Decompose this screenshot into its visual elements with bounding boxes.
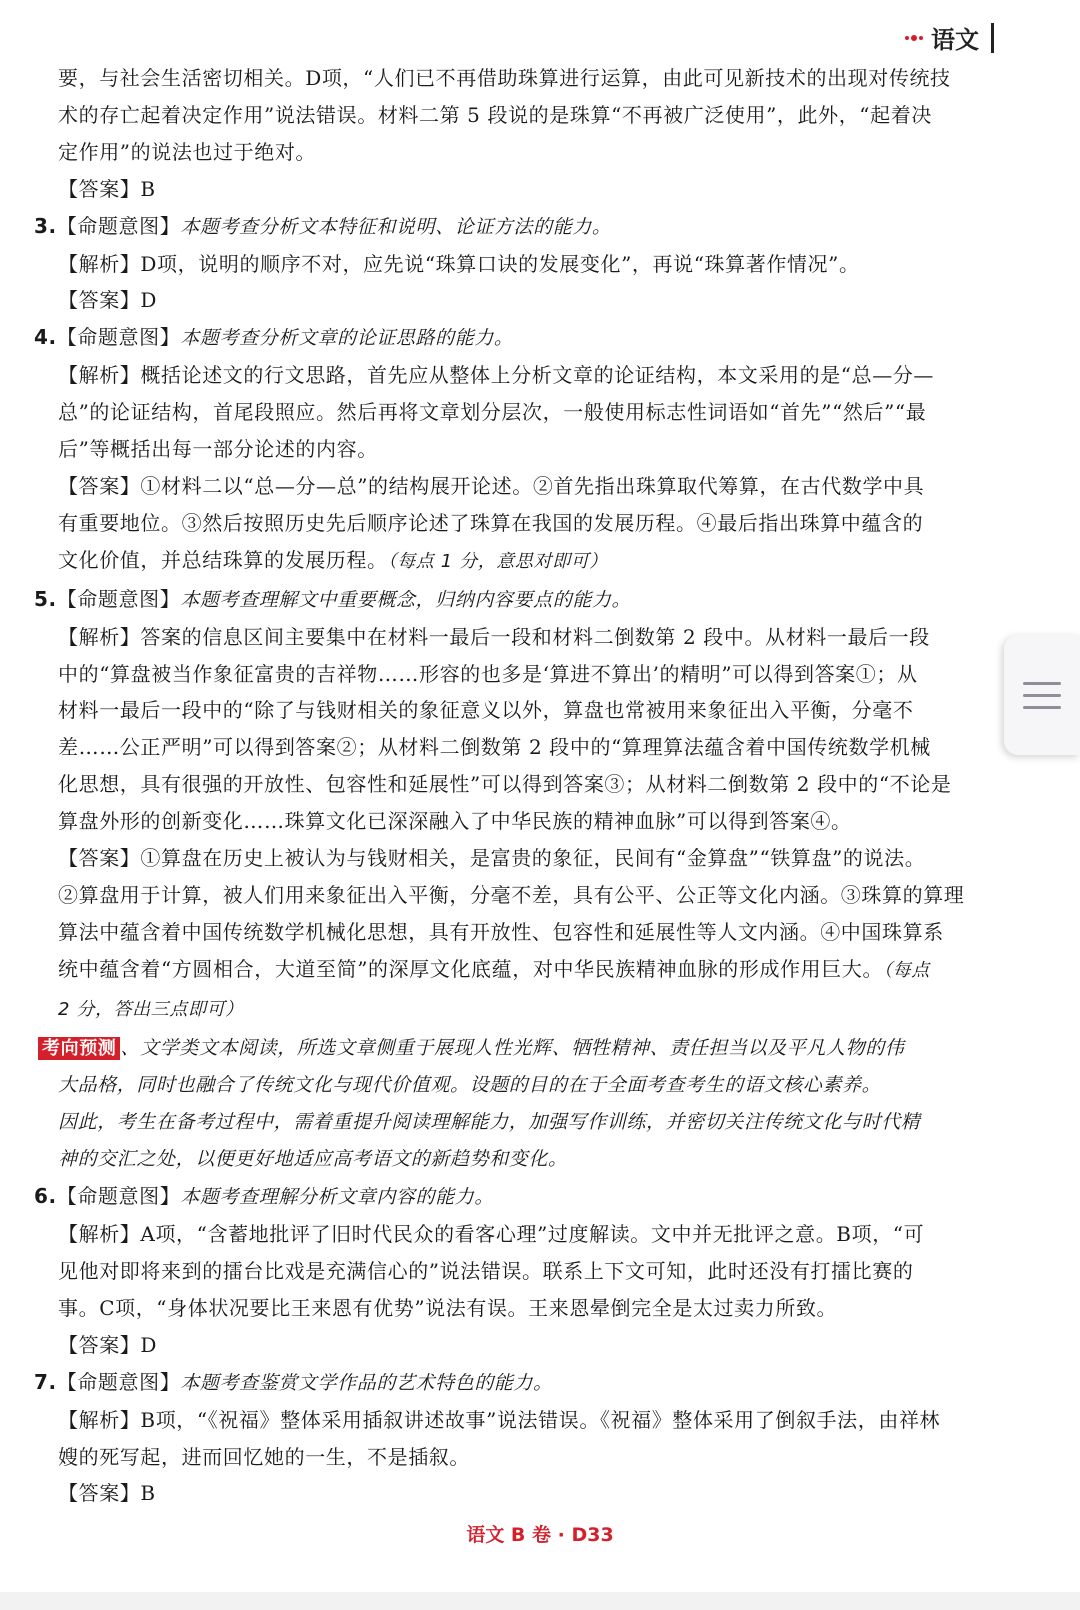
intent-text: 本题考查分析文章的论证思路的能力。: [180, 327, 514, 350]
analysis-text: A项，“含蓄地批评了旧时代民众的看客心理”过度解读。文中并无批评之意。B项，“可: [140, 1222, 925, 1247]
answer-label: 【答案】: [58, 1481, 141, 1506]
answer-label: 【答案】: [58, 176, 141, 201]
analysis-text: B项，“《祝福》整体采用插叙讲述故事”说法错误。《祝福》整体采用了倒叙手法，由祥林: [140, 1407, 941, 1432]
text-line: [34, 951, 999, 990]
answer-text: 统中蕴含着“方圆相合，大道至简”的深厚文化底蕴，对中华民族精神血脉的形成作用巨大。: [58, 956, 884, 981]
answer-value: B: [140, 176, 156, 201]
text-line: 材料一最后一段中的“除了与钱财相关的象征意义以外，算盘也常被用来象征出入平衡，分毫不: [58, 698, 914, 723]
text-line: 总”的论证结构，首尾段照应。然后再将文章划分层次，一般使用标志性词语如“首先”“然后”“最: [58, 400, 927, 425]
text-line: ②算盘用于计算，被人们用来象征出入平衡，分毫不差，具有公平、公正等文化内涵。③珠算的算理: [58, 882, 965, 907]
intent-label: 【命题意图】: [56, 586, 181, 611]
question-4-analysis: [34, 357, 999, 394]
forecast-section: [34, 1029, 999, 1068]
question-5-analysis: [34, 619, 999, 656]
text-line: 后”等概括出每一部分论述的内容。: [58, 437, 378, 462]
answer-value: B: [140, 1481, 156, 1506]
answer-value: D: [140, 1332, 158, 1357]
question-number: 7.: [34, 1369, 57, 1394]
intent-text: 本题考查理解文中重要概念，归纳内容要点的能力。: [180, 588, 632, 611]
logo-dots-icon: [905, 35, 923, 41]
answer-text: ①材料二以“总—分—总”的结构展开论述。②首先指出珠算取代筹算，在古代数学中具: [140, 473, 925, 498]
scoring-note: 2 分，答出三点即可）: [58, 998, 244, 1020]
answer-label: 【答案】: [58, 846, 141, 871]
analysis-label: 【解析】: [58, 624, 141, 649]
intent-label: 【命题意图】: [56, 1184, 181, 1209]
answer-content: [34, 60, 999, 1512]
forecast-badge: 考向预测: [38, 1037, 120, 1060]
text-line: [34, 542, 999, 581]
answer-line: [34, 171, 999, 208]
intent-label: 【命题意图】: [56, 213, 181, 238]
question-3-intent: [34, 208, 999, 246]
intent-label: 【命题意图】: [56, 325, 181, 350]
header-divider: [991, 23, 994, 53]
forecast-text: 因此，考生在备考过程中，需着重提升阅读理解能力，加强写作训练，并密切关注传统文化与时代精: [58, 1111, 921, 1134]
question-3-answer: [34, 282, 999, 319]
hamburger-menu-icon[interactable]: [1004, 635, 1080, 755]
text-line: 术的存亡起着决定作用”说法错误。材料二第 5 段说的是珠算“不再被广泛使用”，此外，“起着决: [58, 102, 932, 127]
question-number: 3.: [34, 213, 57, 238]
question-number: 5.: [34, 586, 57, 611]
text-line: 有重要地位。③然后按照历史先后顺序论述了珠算在我国的发展历程。④最后指出珠算中蕴含的: [58, 510, 924, 535]
intent-text: 本题考查鉴赏文学作品的艺术特色的能力。: [180, 1371, 553, 1394]
question-7-answer: [34, 1475, 999, 1512]
text-line: 差……公正严明”可以得到答案②；从材料二倒数第 2 段中的“算理算法蕴含着中国传统数学机械: [58, 735, 931, 760]
analysis-label: 【解析】: [58, 1407, 141, 1432]
question-4-answer: [34, 468, 999, 505]
forecast-text: 、文学类文本阅读，所选文章侧重于展现人性光辉、牺牲精神、责任担当以及平凡人物的伟: [120, 1036, 905, 1059]
question-6-answer: [34, 1327, 999, 1364]
answer-value: D: [140, 288, 158, 313]
question-5-intent: [34, 581, 999, 619]
answer-label: 【答案】: [58, 1332, 141, 1357]
answer-label: 【答案】: [58, 473, 141, 498]
analysis-text: 概括论述文的行文思路，首先应从整体上分析文章的论证结构，本文采用的是“总—分—: [140, 363, 935, 388]
analysis-label: 【解析】: [58, 251, 141, 276]
text-line: 要，与社会生活密切相关。D项，“人们已不再借助珠算进行运算，由此可见新技术的出现对传统技: [58, 66, 951, 90]
text-line: 定作用”的说法也过于绝对。: [58, 139, 317, 164]
text-line: 算盘外形的创新变化……珠算文化已深深融入了中华民族的精神血脉”可以得到答案④。: [58, 809, 852, 834]
question-7-intent: [34, 1364, 999, 1402]
forecast-text: 神的交汇之处，以便更好地适应高考语文的新趋势和变化。: [58, 1148, 568, 1171]
text-line: [34, 990, 999, 1029]
intent-label: 【命题意图】: [56, 1369, 181, 1394]
question-4-intent: [34, 319, 999, 357]
answer-label: 【答案】: [58, 288, 141, 313]
analysis-label: 【解析】: [58, 1222, 141, 1247]
question-6-analysis: [34, 1216, 999, 1253]
text-line: 中的“算盘被当作象征富贵的吉祥物……形容的也多是‘算进不算出’的精明”可以得到答案①；从: [58, 661, 918, 686]
analysis-text: D项，说明的顺序不对，应先说“珠算口诀的发展变化”，再说“珠算著作情况”。: [140, 251, 860, 276]
page-footer: 语文 B 卷 · D33: [466, 1524, 614, 1546]
text-line: 嫂的死写起，进而回忆她的一生，不是插叙。: [58, 1444, 470, 1469]
question-number: 4.: [34, 325, 57, 350]
scoring-note: （每点 1 分，意思对即可）: [387, 550, 608, 572]
analysis-text: 答案的信息区间主要集中在材料一最后一段和材料二倒数第 2 段中。从材料一最后一段: [140, 624, 930, 649]
intent-text: 本题考查理解分析文章内容的能力。: [180, 1186, 494, 1209]
text-line: 事。C项，“身体状况要比王来恩有优势”说法有误。王来恩晕倒完全是太过卖力所致。: [58, 1295, 838, 1320]
question-5-answer: [34, 840, 999, 877]
page-bottom-edge: [0, 1592, 1080, 1610]
question-3-analysis: [34, 246, 999, 283]
question-number: 6.: [34, 1184, 57, 1209]
text-line: 见他对即将来到的擂台比戏是充满信心的”说法错误。联系上下文可知，此时还没有打擂比赛的: [58, 1259, 914, 1283]
analysis-label: 【解析】: [58, 363, 141, 388]
question-7-analysis: [34, 1402, 999, 1439]
answer-text: 文化价值，并总结珠算的发展历程。: [58, 547, 388, 572]
scoring-note: （每点: [883, 959, 930, 981]
question-6-intent: [34, 1178, 999, 1216]
answer-text: ①算盘在历史上被认为与钱财相关，是富贵的象征，民间有“金算盘”“铁算盘”的说法。: [140, 846, 926, 871]
intent-text: 本题考查分析文本特征和说明、论证方法的能力。: [180, 215, 612, 238]
forecast-text: 大品格，同时也融合了传统文化与现代价值观。设题的目的在于全面考查考生的语文核心素养。: [58, 1074, 882, 1097]
page-header: [905, 20, 994, 55]
text-line: 算法中蕴含着中国传统数学机械化思想，具有开放性、包容性和延展性等人文内涵。④中国珠算系: [58, 919, 944, 944]
subject-title: 语文: [931, 26, 979, 54]
text-line: 化思想，具有很强的开放性、包容性和延展性”可以得到答案③；从材料二倒数第 2 段中的“不论是: [58, 772, 952, 797]
